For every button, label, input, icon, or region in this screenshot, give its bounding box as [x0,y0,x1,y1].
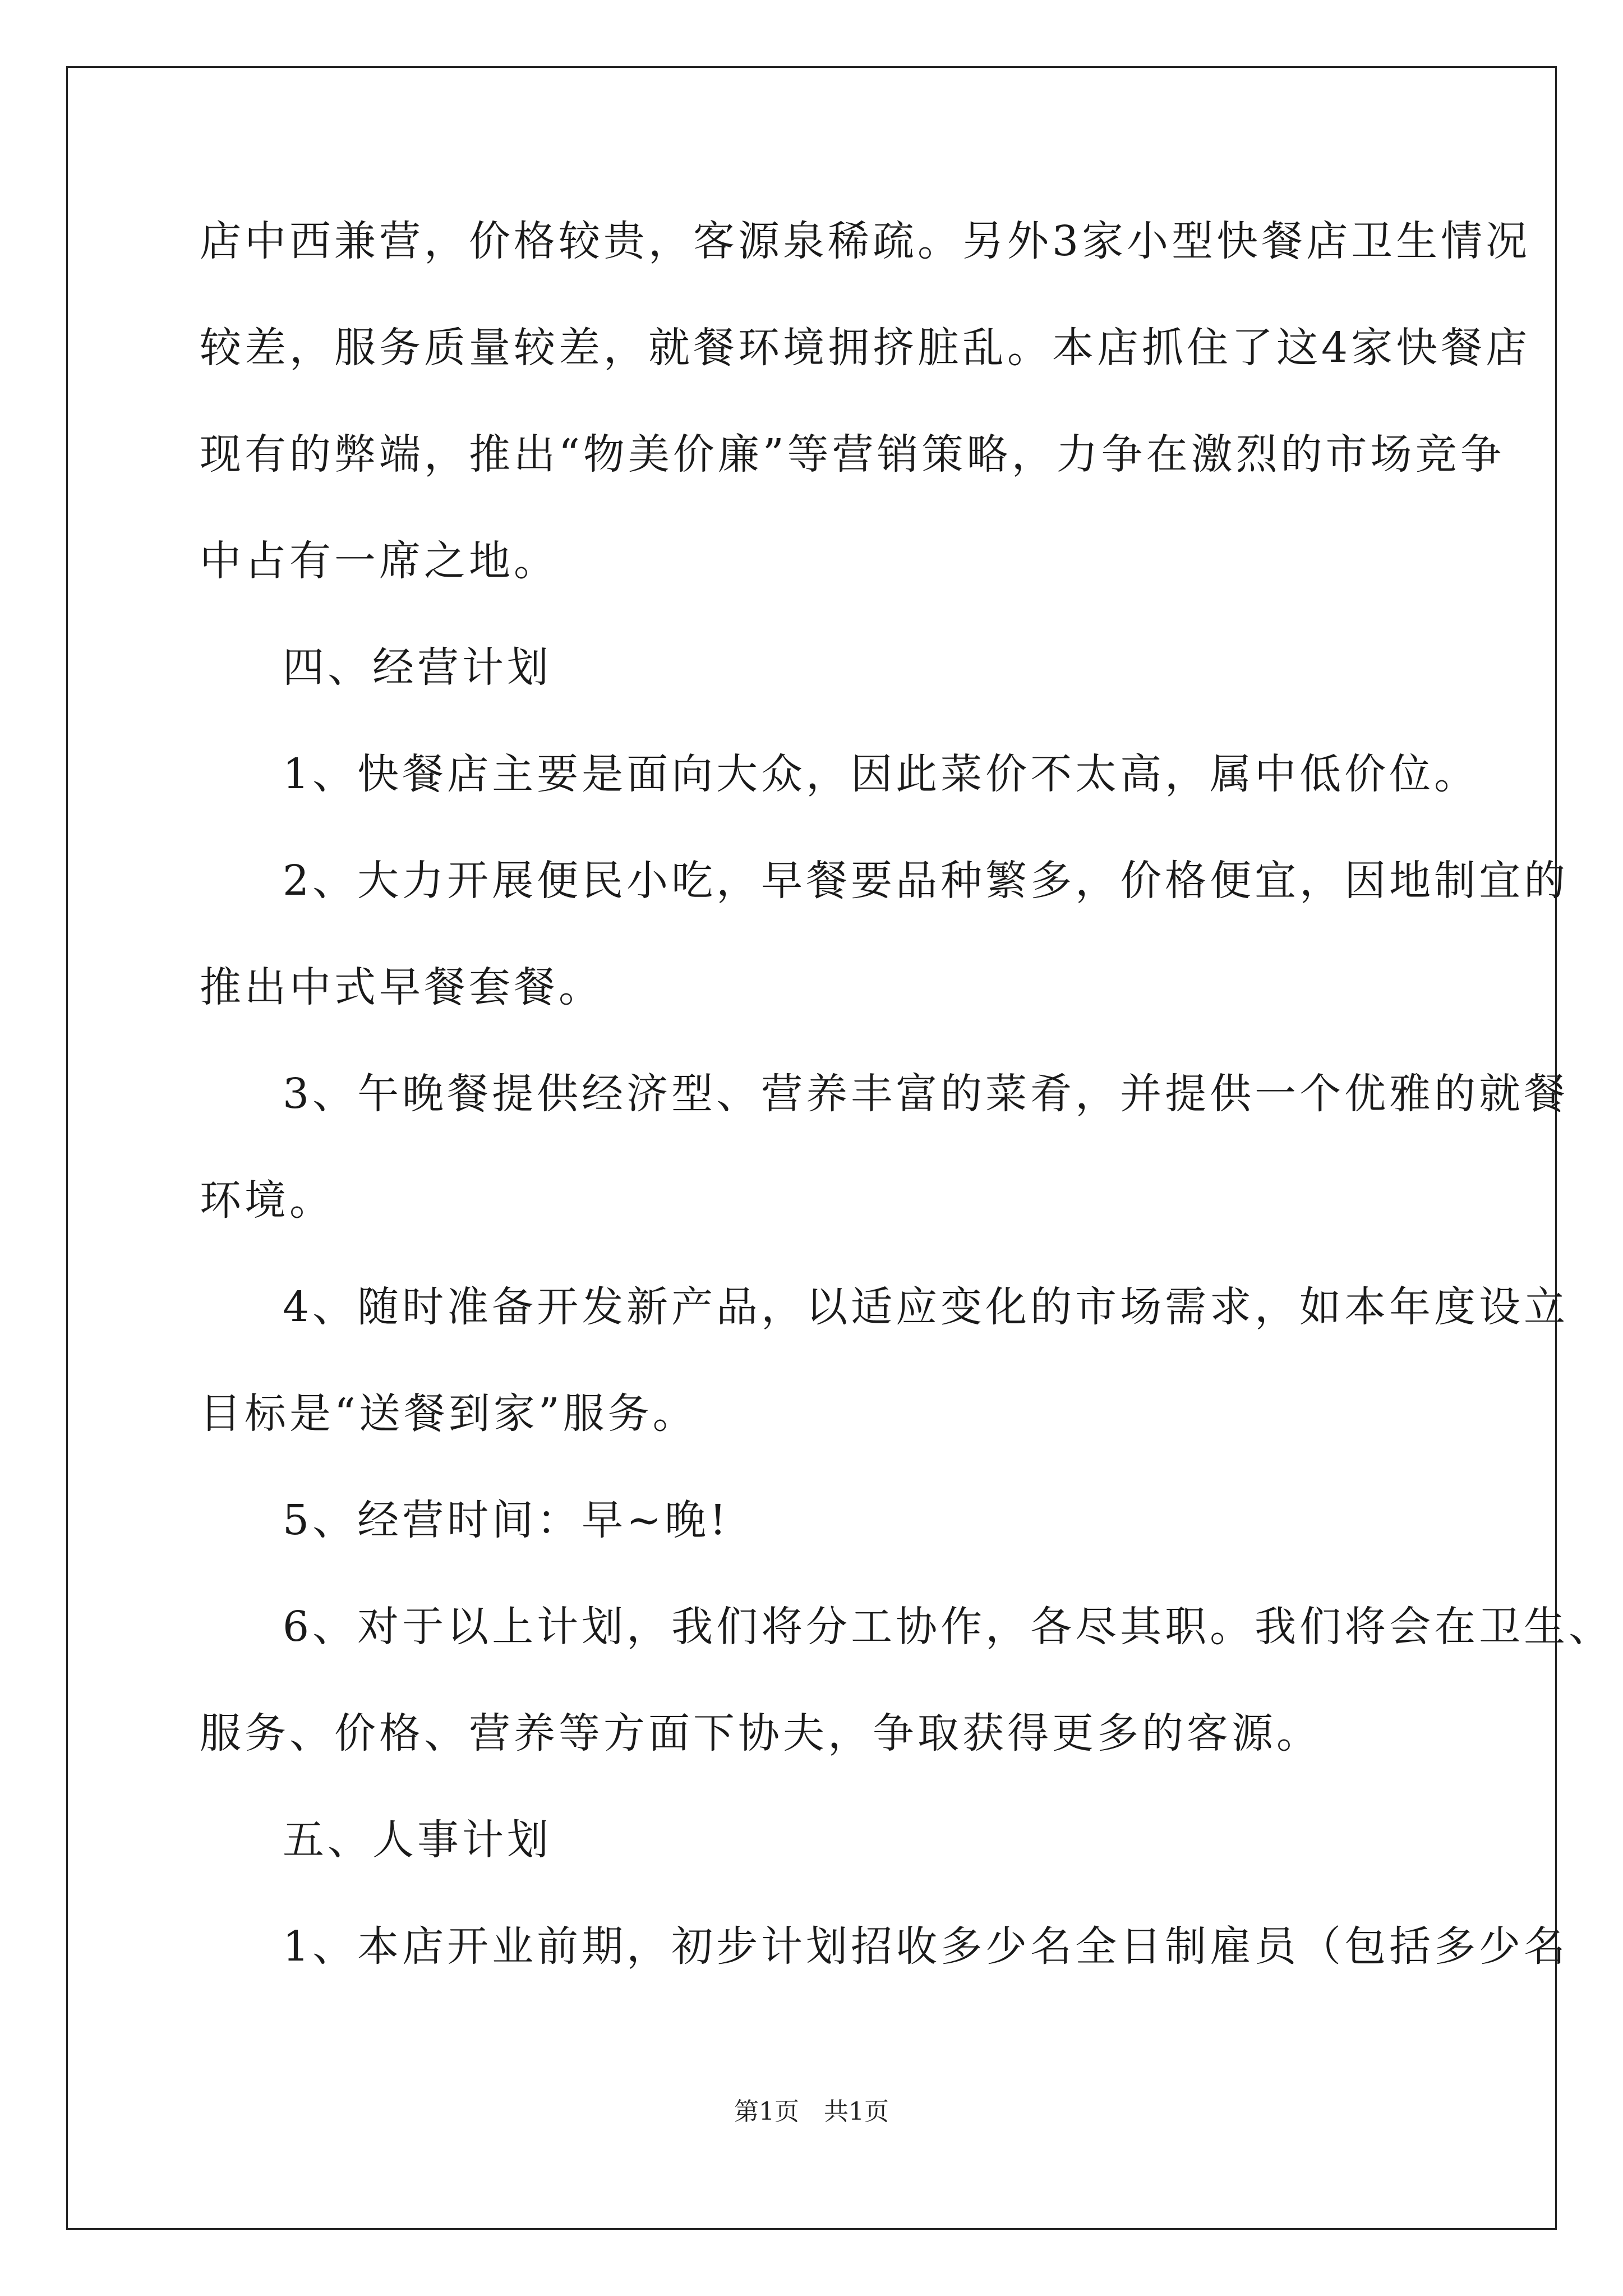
text-line: 推出中式早餐套餐。 [200,963,603,1011]
text-line: 5、经营时间：早~晚! [283,1496,730,1544]
text-line: 店中西兼营，价格较贵，客源泉稀疏。另外3家小型快餐店卫生情况 [200,217,1531,265]
section-heading: 五、人事计划 [283,1816,552,1864]
text-line: 目标是“送餐到家”服务。 [200,1389,698,1438]
text-line: 服务、价格、营养等方面下协夫，争取获得更多的客源。 [200,1709,1321,1757]
text-line: 较差，服务质量较差，就餐环境拥挤脏乱。本店抓住了这4家快餐店 [200,324,1531,372]
page-number: 第1页 [734,2097,799,2126]
text-line: 1、本店开业前期，初步计划招收多少名全日制雇员（包括多少名 [283,1922,1569,1971]
text-line: 中占有一席之地。 [200,537,559,585]
page-footer [0,2095,1623,2129]
text-line: 6、对于以上计划，我们将分工协作，各尽其职。我们将会在卫生、 [283,1603,1614,1651]
section-heading: 四、经营计划 [283,643,552,692]
text-line: 4、随时准备开发新产品，以适应变化的市场需求，如本年度设立 [283,1283,1569,1331]
text-line: 1、快餐店主要是面向大众，因此菜价不太高，属中低价位。 [283,750,1479,798]
text-line: 2、大力开展便民小吃，早餐要品种繁多，价格便宜，因地制宜的 [283,857,1569,905]
page-total: 共1页 [824,2097,889,2126]
text-line: 3、午晚餐提供经济型、营养丰富的菜肴，并提供一个优雅的就餐 [283,1070,1569,1118]
text-line: 环境。 [200,1176,334,1225]
page-border [66,66,1614,2230]
text-line: 现有的弊端，推出“物美价廉”等营销策略，力争在激烈的市场竞争 [200,430,1505,478]
